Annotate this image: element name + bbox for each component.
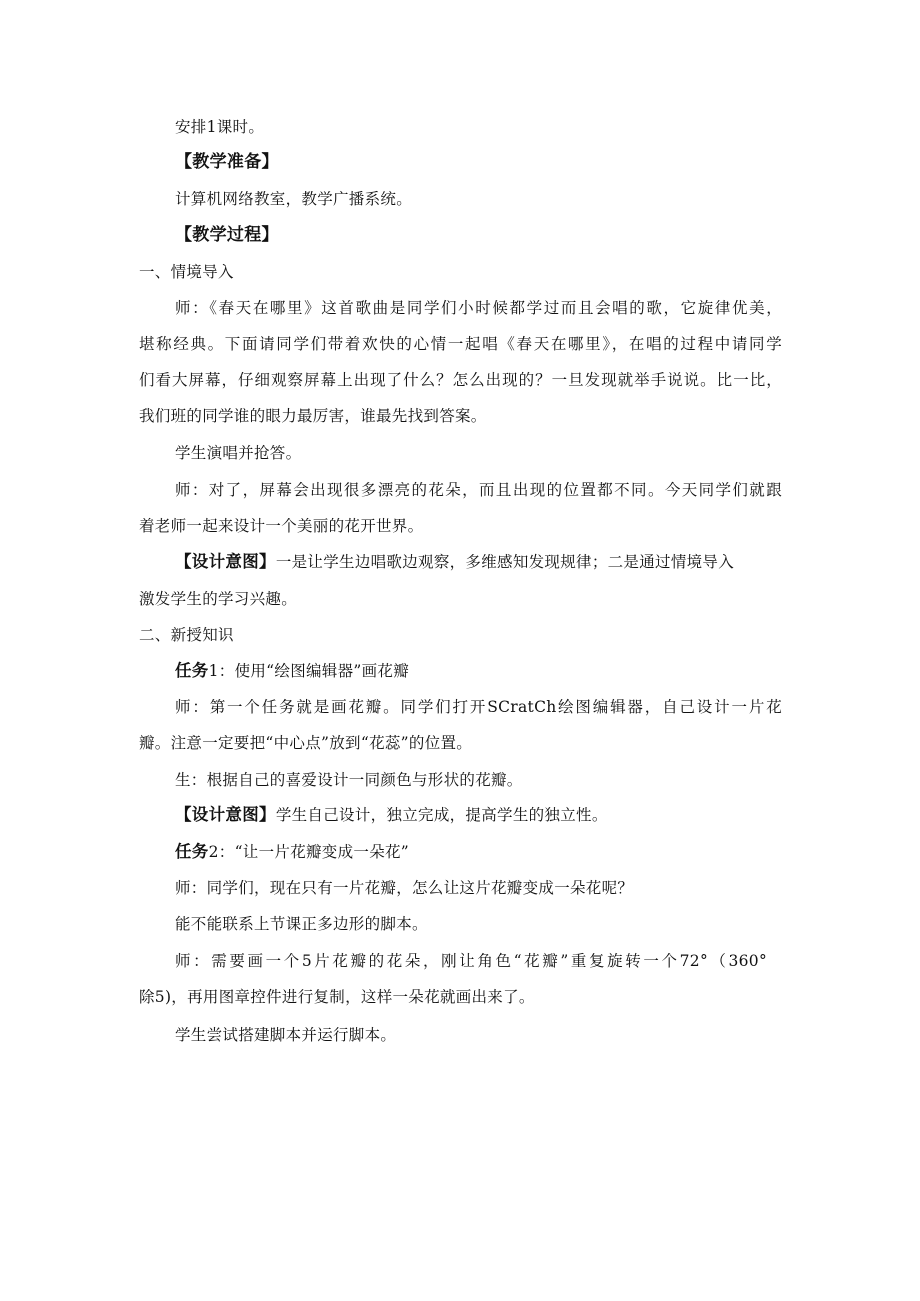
task-tag: 任务 (175, 842, 209, 861)
task-1-title (175, 661, 409, 681)
paragraph-teacher-2-line-2: 着老师一起来设计一个美丽的花开世界。 (139, 517, 424, 535)
paragraph-student-3: 学生尝试搭建脚本并运行脚本。 (175, 1026, 397, 1044)
paragraph-schedule: 安排1课时。 (175, 118, 265, 136)
paragraph-teacher-1-line-4: 我们班的同学谁的眼力最厉害，谁最先找到答案。 (139, 407, 487, 425)
task-tag: 任务 (175, 661, 209, 680)
paragraph-teacher-1-line-2: 堪称经典。下面请同学们带着欢快的心情一起唱《春天在哪里》，在唱的过程中请同学 (139, 335, 782, 353)
design-intent-tag: 【设计意图】 (175, 805, 276, 824)
paragraph-teacher-5-line-1: 师：需要画一个5片花瓣的花朵，刚让角色“花瓣”重复旋转一个72°（360° (175, 952, 767, 970)
paragraph-teacher-1-line-1: 师：《春天在哪里》这首歌曲是同学们小时候都学过而且会唱的歌，它旋律优美， (175, 299, 782, 317)
section-title-new-knowledge: 二、新授知识 (139, 626, 234, 644)
paragraph-intent-1-line-2: 激发学生的学习兴趣。 (139, 590, 298, 608)
task-2-title (175, 842, 409, 862)
paragraph-student-1: 学生演唱并抢答。 (175, 444, 302, 462)
design-intent-text: 学生自己设计，独立完成，提高学生的独立性。 (275, 806, 608, 824)
paragraph-teacher-3-line-1: 师：第一个任务就是画花瓣。同学们打开SCratCh绘图编辑器，自己设计一片花 (175, 698, 782, 716)
paragraph-teacher-1-line-3: 们看大屏幕，仔细观察屏幕上出现了什么？怎么出现的？一旦发现就举手说说。比一比， (139, 371, 782, 389)
task-2-text: 2：“让一片花瓣变成一朵花” (208, 843, 410, 861)
section-title-introduction: 一、情境导入 (139, 263, 234, 281)
paragraph-teacher-4: 师：同学们，现在只有一片花瓣，怎么让这片花瓣变成一朵花呢？ (175, 879, 634, 897)
task-1-text: 1：使用“绘图编辑器”画花瓣 (208, 662, 410, 680)
paragraph-student-2: 生：根据自己的喜爱设计一同颜色与形状的花瓣。 (175, 771, 523, 789)
paragraph-teacher-5-line-2: 除5)，再用图章控件进行复制，这样一朵花就画出来了。 (139, 988, 535, 1006)
heading-teaching-process: 【教学过程】 (175, 225, 279, 245)
heading-teaching-preparation: 【教学准备】 (175, 152, 279, 172)
paragraph-teacher-2-line-1: 师：对了，屏幕会出现很多漂亮的花朵，而且出现的位置都不同。今天同学们就跟 (175, 481, 782, 499)
paragraph-intent-1-line-1 (175, 552, 734, 572)
paragraph-polygon-script: 能不能联系上节课正多边形的脚本。 (175, 915, 428, 933)
design-intent-tag: 【设计意图】 (175, 552, 276, 571)
paragraph-teacher-3-line-2: 瓣。注意一定要把“中心点”放到“花蕊”的位置。 (139, 734, 473, 752)
design-intent-text: 一是让学生边唱歌边观察，多维感知发现规律；二是通过情境导入 (275, 553, 735, 571)
paragraph-intent-2 (175, 805, 608, 825)
paragraph-preparation: 计算机网络教室，教学广播系统。 (175, 190, 413, 208)
